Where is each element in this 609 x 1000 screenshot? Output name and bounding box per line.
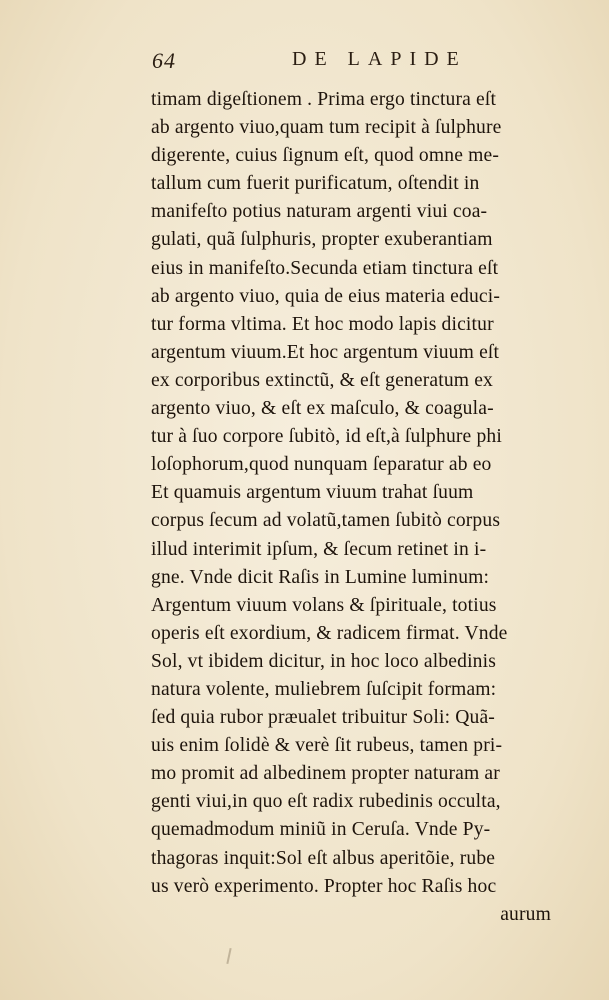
text-line: Argentum viuum volans & ſpirituale, totius [151, 594, 497, 616]
text-line: digerente, cuius ſignum eſt, quod omne me- [151, 145, 500, 167]
text-line: argento viuo, & eſt ex maſculo, & coagula- [151, 398, 494, 420]
text-line: gne. Vnde dicit Raſis in Lumine luminum: [151, 566, 490, 588]
text-line: tallum cum fuerit purificatum, oſtendit in [151, 173, 480, 195]
text-line: tur forma vltima. Et hoc modo lapis dicitur [151, 313, 494, 335]
text-line: ſed quia rubor præualet tribuitur Soli: Quã- [151, 707, 495, 729]
text-line: illud interimit ipſum, & ſecum retinet in i- [151, 538, 487, 560]
catchword: aurum [500, 903, 551, 925]
text-line: loſophorum,quod nunquam ſeparatur ab eo [151, 454, 492, 476]
text-line: ab argento viuo, quia de eius materia educi- [151, 285, 501, 307]
running-head [152, 48, 482, 78]
text-line: quemadmodum miniũ in Ceruſa. Vnde Py- [151, 819, 491, 841]
running-title: DE LAPIDE [292, 48, 467, 70]
text-line: ex corporibus extinctũ, & eſt generatum ex [151, 369, 494, 391]
text-line: tur à ſuo corpore ſubitò, id eſt,à ſulphure phi [151, 426, 502, 448]
text-line: corpus ſecum ad volatũ,tamen ſubitò corpus [151, 510, 501, 532]
text-line: us verò experimento. Propter hoc Raſis hoc [151, 875, 497, 897]
text-line: genti viui,in quo eſt radix rubedinis occulta, [151, 791, 501, 813]
text-line: argentum viuum.Et hoc argentum viuum eſt [151, 341, 500, 363]
text-line: uis enim ſolidè & verè ſit rubeus, tamen pri- [151, 735, 503, 757]
text-line: gulati, quã ſulphuris, propter exuberantiam [151, 229, 493, 251]
text-line: Et quamuis argentum viuum trahat ſuum [151, 482, 474, 504]
text-line: timam digeſtionem . Prima ergo tinctura eſt [151, 89, 497, 110]
text-line: manifeſto potius naturam argenti viui coa- [151, 201, 488, 223]
text-line: ab argento viuo,quam tum recipit à ſulphure [151, 117, 502, 139]
text-line: eius in manifeſto.Secunda etiam tinctura eſt [151, 257, 499, 279]
margin-mark [226, 948, 231, 964]
text-line: operis eſt exordium, & radicem firmat. Vnde [151, 622, 508, 644]
body-text [151, 86, 569, 929]
text-line: thagoras inquit:Sol eſt albus aperitõie, rube [151, 847, 496, 869]
text-line: Sol, vt ibidem dicitur, in hoc loco albedinis [151, 650, 496, 672]
text-line: natura volente, muliebrem ſuſcipit formam: [151, 678, 497, 700]
page-number: 64 [152, 48, 176, 73]
text-line: mo promit ad albedinem propter naturam ar [151, 763, 500, 785]
